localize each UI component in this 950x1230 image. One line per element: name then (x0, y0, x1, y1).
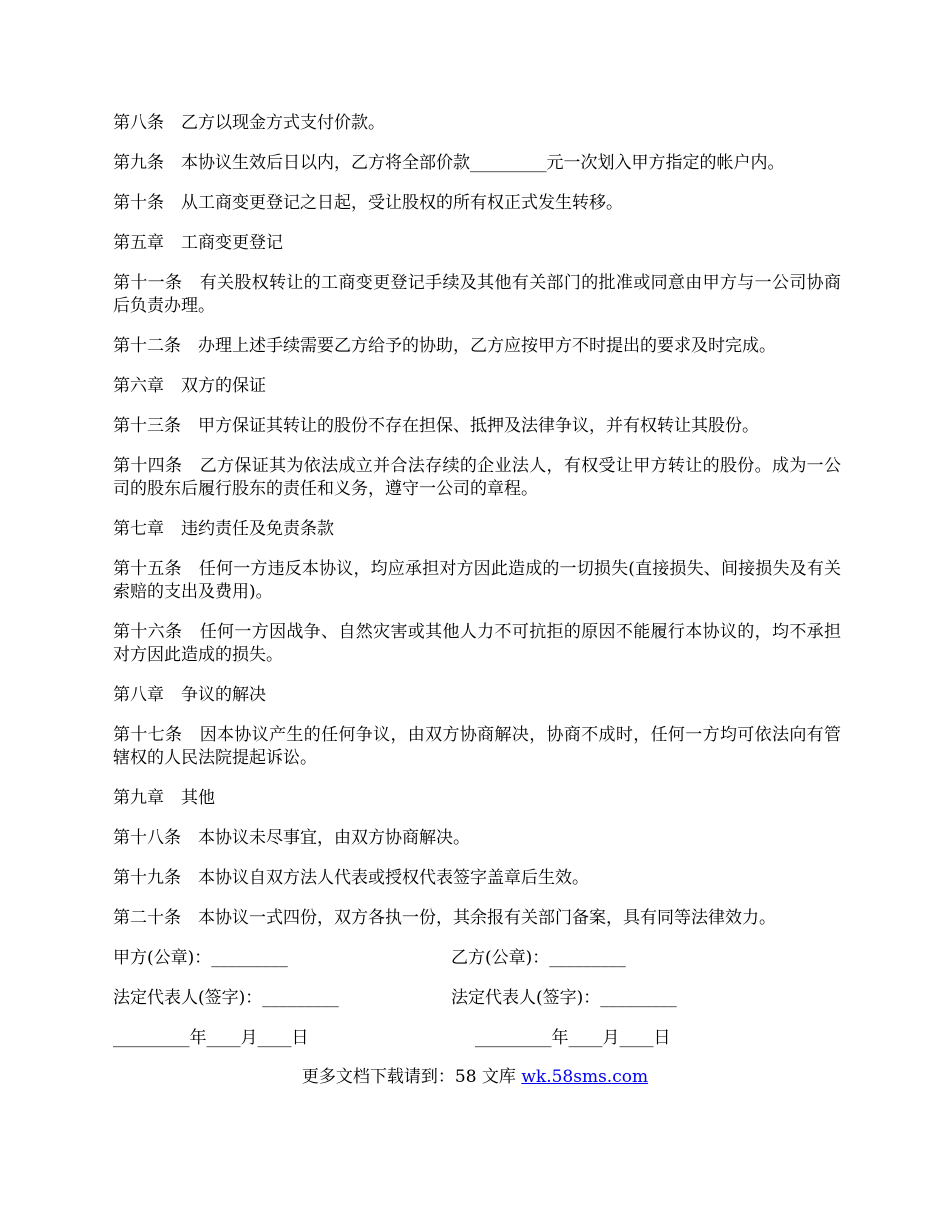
representative-row (113, 987, 841, 1010)
chapter-9-heading: 第九章 其他 (113, 788, 215, 808)
party-a-date-line: _________年____月____日 (113, 1028, 309, 1048)
article-19: 第十九条 本协议自双方法人代表或授权代表签字盖章后生效。 (113, 868, 589, 888)
article-10: 第十条 从工商变更登记之日起，受让股权的所有权正式发生转移。 (113, 193, 623, 213)
party-b-seal-line: 乙方(公章)：_________ (451, 948, 626, 968)
footer-text: 更多文档下载请到：58 文库 (301, 1067, 522, 1087)
document-body (113, 112, 841, 1067)
party-b-representative-line: 法定代表人(签字)：_________ (451, 988, 677, 1008)
footer (0, 1066, 950, 1089)
article-12: 第十二条 办理上述手续需要乙方给予的协助，乙方应按甲方不时提出的要求及时完成。 (113, 336, 776, 356)
chapter-6-heading: 第六章 双方的保证 (113, 376, 266, 396)
article-9: 第九条 本协议生效后日以内，乙方将全部价款_________元一次划入甲方指定的帐户内。 (113, 153, 785, 173)
chapter-8-heading: 第八章 争议的解决 (113, 685, 266, 705)
article-18: 第十八条 本协议未尽事宜，由双方协商解决。 (113, 828, 470, 848)
party-a-seal-line: 甲方(公章)：_________ (113, 948, 288, 968)
seal-row (113, 947, 841, 970)
article-8: 第八条 乙方以现金方式支付价款。 (113, 113, 385, 133)
party-a-representative-line: 法定代表人(签字)：_________ (113, 988, 339, 1008)
article-15: 第十五条 任何一方违反本协议，均应承担对方因此造成的一切损失(直接损失、间接损失及有关索赔的支出及费用)。 (113, 559, 841, 602)
article-14: 第十四条 乙方保证其为依法成立并合法存续的企业法人，有权受让甲方转让的股份。成为一公司的股东后履行股东的责任和义务，遵守一公司的章程。 (113, 456, 841, 499)
article-13: 第十三条 甲方保证其转让的股份不存在担保、抵押及法律争议，并有权转让其股份。 (113, 416, 759, 436)
date-row (113, 1027, 841, 1050)
article-17: 第十七条 因本协议产生的任何争议，由双方协商解决，协商不成时，任何一方均可依法向有管辖权的人民法院提起诉讼。 (113, 725, 841, 768)
chapter-7-heading: 第七章 违约责任及免责条款 (113, 519, 334, 539)
article-20: 第二十条 本协议一式四份，双方各执一份，其余报有关部门备案，具有同等法律效力。 (113, 908, 776, 928)
footer-link[interactable]: wk.58sms.com (521, 1067, 649, 1087)
chapter-5-heading: 第五章 工商变更登记 (113, 233, 283, 253)
party-b-date-line: _________年____月____日 (475, 1028, 671, 1048)
article-16: 第十六条 任何一方因战争、自然灾害或其他人力不可抗拒的原因不能履行本协议的，均不承担对方因此造成的损失。 (113, 622, 841, 665)
article-11: 第十一条 有关股权转让的工商变更登记手续及其他有关部门的批准或同意由甲方与一公司协商后负责办理。 (113, 273, 841, 316)
